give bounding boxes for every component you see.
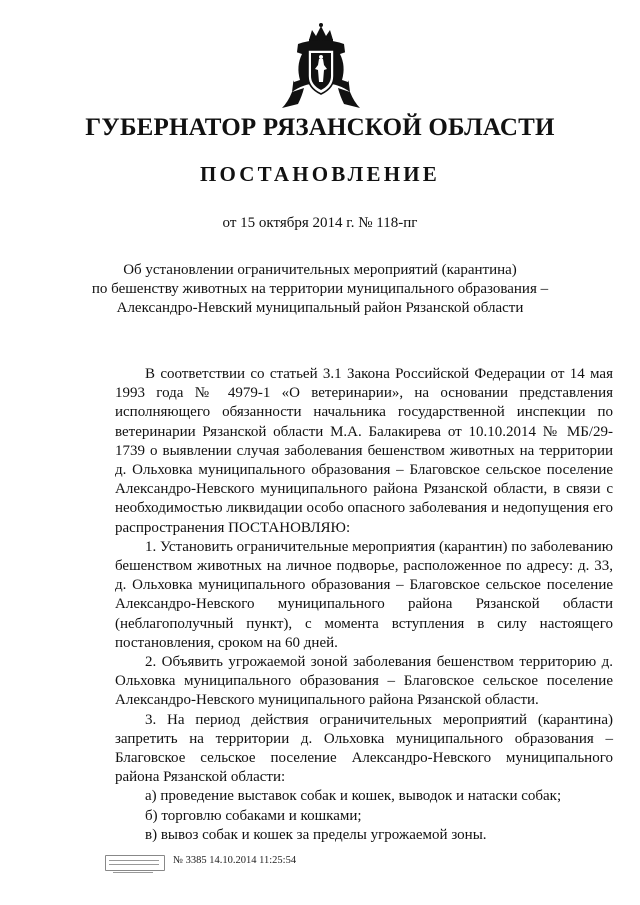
paragraph-point-1: 1. Установить ограничительные мероприятия (карантин) по заболеванию бешенством животных на личное подворье, расположенное по адресу: д. 33, д. Ольховка муниципального образования – Благовское сельское поселение Александро-Невского муниципального района Рязанской области (неблагополучный пункт), с момента вступления в силу настоящего постановления, сроком на 60 дней. (115, 538, 613, 651)
registration-footer (103, 852, 363, 876)
ryazan-coat-of-arms-icon (278, 22, 364, 110)
registration-stamp-icon (103, 852, 165, 874)
paragraph-point-2: 2. Объявить угрожаемой зоной заболевания бешенством территорию д. Ольховка муниципального образования – Благовское сельское поселение Александро-Невского муниципального района Рязанской области. (115, 654, 613, 709)
caption-line: Об установлении ограничительных мероприятий (карантина) (123, 262, 517, 278)
paragraph-point-3: 3. На период действия ограничительных мероприятий (карантина) запретить на территории д. Ольховка муниципального образования – Благовское сельское поселение Александро-Невского муниципального района Рязанской области: (115, 711, 613, 786)
list-item-a: а) проведение выставок собак и кошек, выводок и натаски собак; (145, 788, 562, 805)
list-item-c: в) вывоз собак и кошек за пределы угрожаемой зоны. (145, 826, 487, 843)
document-title: ГУБЕРНАТОР РЯЗАНСКОЙ ОБЛАСТИ (85, 114, 555, 141)
document-body (115, 365, 613, 845)
registration-number: № 3385 14.10.2014 11:25:54 (173, 855, 297, 866)
caption-line: Александро-Невский муниципальный район Рязанской области (116, 300, 524, 316)
caption-line: по бешенству животных на территории муниципального образования – (91, 281, 549, 297)
document-date-number: от 15 октября 2014 г. № 118-пг (222, 215, 418, 231)
document-caption (90, 261, 550, 318)
document-type: ПОСТАНОВЛЕНИЕ (199, 162, 441, 186)
preamble-paragraph: В соответствии со статьей 3.1 Закона Российской Федерации от 14 мая 1993 года № 4979-1 «О ветеринарии», на основании представления исполняющего обязанности начальника государственной инспекции по ветеринарии Рязанской области М.А. Балакирева от 10.10.2014 № МБ/29-1739 о выявлении случая заболевания бешенством животных на территории д. Ольховка муниципального образования – Благовское сельское поселение Александро-Невского муниципального района Рязанской области, в связи с необходимостью ликвидации особо опасного заболевания и недопущения его распространения ПОСТАНОВЛЯЮ: (115, 366, 613, 536)
list-item-b: б) торговлю собаками и кошками; (145, 807, 362, 824)
